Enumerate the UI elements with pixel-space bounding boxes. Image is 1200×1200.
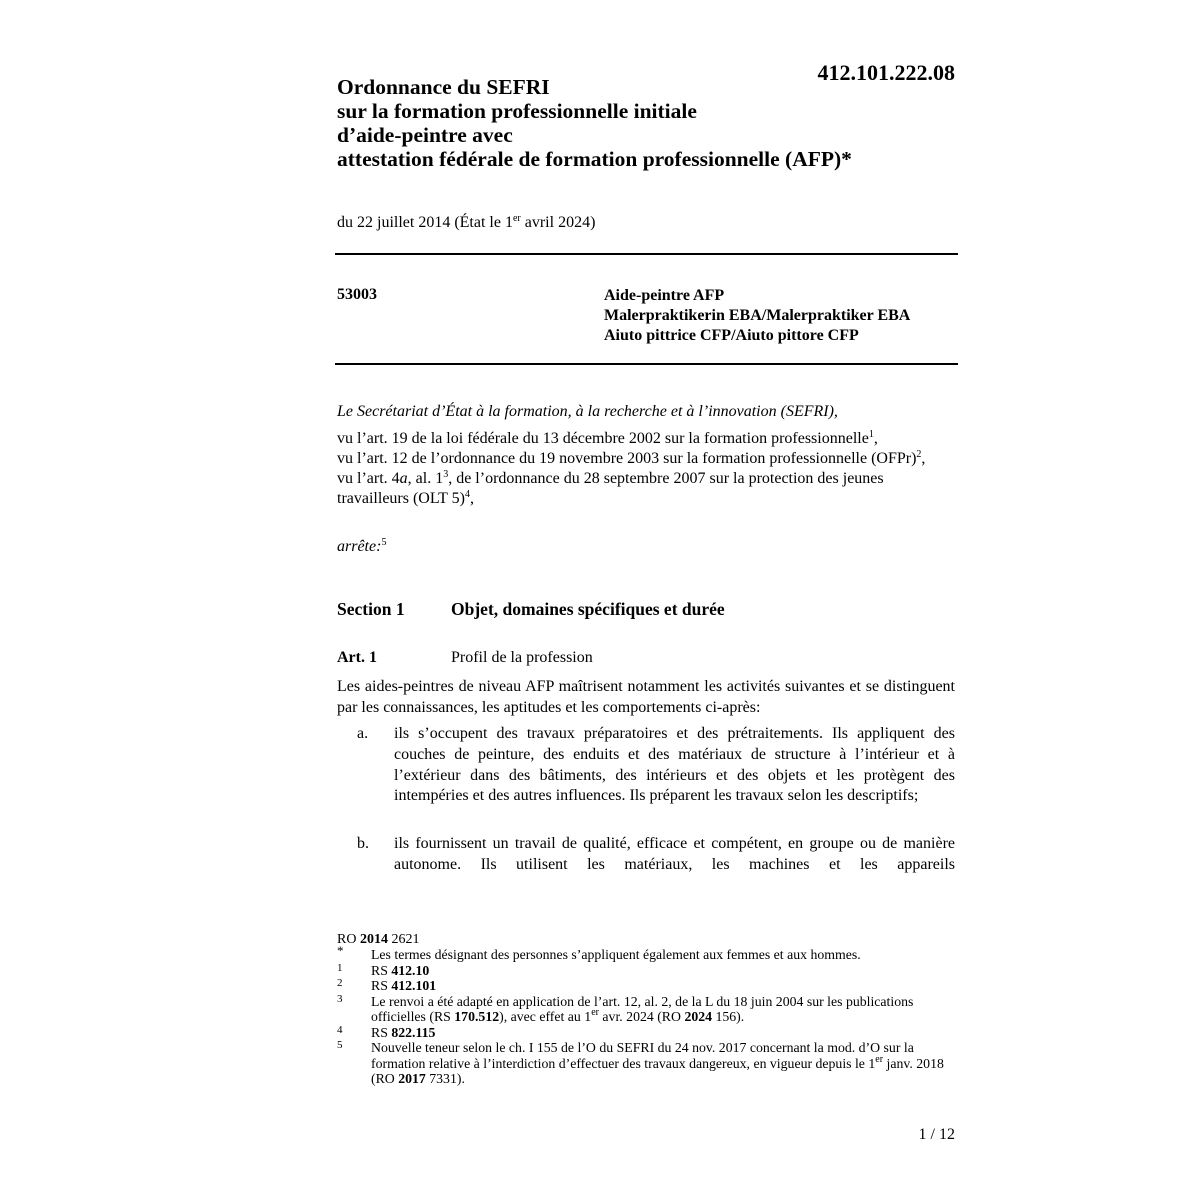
article-label: Art. 1 bbox=[337, 649, 377, 666]
title-line: d’aide-peintre avec bbox=[337, 123, 513, 147]
footnote-ref[interactable]: 4 bbox=[464, 489, 470, 500]
sr-link[interactable]: 412.101 bbox=[391, 978, 437, 993]
ro-link[interactable]: 2024 bbox=[684, 1009, 713, 1024]
profession-name-it: Aiuto pittrice CFP/Aiuto pittore CFP bbox=[604, 327, 859, 344]
legal-basis bbox=[337, 429, 957, 509]
footnote-mark: 3 bbox=[337, 992, 343, 1005]
top-divider bbox=[335, 253, 958, 255]
section-heading bbox=[337, 599, 725, 620]
ordinance-title bbox=[337, 75, 957, 171]
footnotes bbox=[337, 943, 957, 1087]
list-item bbox=[357, 724, 955, 807]
title-line: Ordonnance du SEFRI bbox=[337, 75, 550, 99]
footnote-mark: 1 bbox=[337, 961, 343, 974]
footnote bbox=[337, 943, 957, 963]
footnote-mark: * bbox=[337, 943, 344, 958]
footnote: 2 RS 412.101 bbox=[337, 977, 437, 993]
sr-number: 412.101.222.08 bbox=[817, 60, 955, 85]
bottom-divider bbox=[335, 363, 958, 365]
article-intro: Les aides-peintres de niveau AFP maîtrisent notamment les activités suivantes et se distinguent par les connaissances, les aptitudes et les comportements ci-après: bbox=[337, 678, 955, 716]
title-line: attestation fédérale de formation professionnelle (AFP)* bbox=[337, 147, 852, 171]
article-title: Profil de la profession bbox=[451, 649, 593, 666]
profession-code: 53003 bbox=[337, 286, 377, 303]
legal-basis-2: vu l’art. 12 de l’ordonnance du 19 novembre 2003 sur la formation professionnelle (OFPr)$^2$, bbox=[337, 449, 926, 467]
section-title: Objet, domaines spécifiques et durée bbox=[451, 599, 725, 619]
footnote-text: Les termes désignant des personnes s’appliquent également aux femmes et aux hommes. bbox=[371, 947, 861, 962]
footnote-ref[interactable]: 3 bbox=[443, 469, 449, 480]
decree-line bbox=[337, 537, 957, 557]
issuing-authority: Le Secrétariat d’État à la formation, à la recherche et à l’innovation (SEFRI), bbox=[337, 403, 838, 420]
list-item-text: ils fournissent un travail de qualité, efficace et compétent, en groupe ou de manière autonome. Ils utilisent les matériaux, les machines et les appareils bbox=[394, 835, 955, 873]
article-heading bbox=[337, 649, 593, 667]
ro-link[interactable]: 2017 bbox=[398, 1071, 426, 1086]
footnote: 4 RS 822.115 bbox=[337, 1023, 436, 1040]
sr-link[interactable]: 822.115 bbox=[391, 1024, 436, 1040]
title-line: sur la formation professionnelle initiale bbox=[337, 99, 697, 123]
section-label: Section 1 bbox=[337, 599, 405, 619]
legal-basis-3: vu l’art. 4a, al. $1^3$, de l’ordonnance du 28 septembre 2007 sur la protection des jeunes travailleurs (OLT 5)$^4$, bbox=[337, 469, 884, 507]
profession-names bbox=[604, 286, 910, 346]
footnote: 3 Le renvoi a été adapté en application de l’art. 12, al. 2, de la L du 18 juin 2004 sur les publications officielles (RS 170.512), avec effet au 1er avr. 2024 (RO 2024 156). bbox=[337, 992, 914, 1024]
profession-name-fr: Aide-peintre AFP bbox=[604, 287, 725, 304]
date-superscript: er bbox=[512, 213, 521, 224]
legal-basis-1: vu l’art. 19 de la loi fédérale du 13 décembre 2002 sur la formation professionnelle$^1$, bbox=[337, 429, 878, 447]
sr-link[interactable]: 412.10 bbox=[391, 962, 430, 978]
footnote: 1 RS 412.10 bbox=[337, 961, 430, 978]
footnote: 5 Nouvelle teneur selon le ch. I 155 de l’O du SEFRI du 24 nov. 2017 concernant la mod. d’O sur la formation relative à l’interdiction d’effectuer des travaux dangereux, en vigueur depuis le 1er janv. 2018 (RO 2017 7331). bbox=[337, 1039, 944, 1086]
footnote-ref[interactable]: 1 bbox=[868, 429, 874, 440]
sr-link[interactable]: 170.512 bbox=[454, 1009, 500, 1024]
list-item bbox=[357, 834, 955, 876]
list-item-label: b. bbox=[357, 835, 369, 852]
list-item-text: ils s’occupent des travaux préparatoires et des prétraitements. Ils appliquent des couches de peinture, des enduits et des matériaux de structure à l’intérieur et à l’extérieur dans des bâtiments, des intérieurs et des objets et les protègent des intempéries et des autres influences. Ils préparent les travaux selon les descriptifs; bbox=[394, 725, 955, 805]
footnote-ref[interactable]: 2 bbox=[916, 449, 922, 460]
date-text: du 22 juillet 2014 (État le 1 bbox=[337, 214, 513, 231]
footnote-mark: 4 bbox=[337, 1023, 343, 1036]
footnote-mark: 2 bbox=[337, 977, 343, 989]
page-number: 1 / 12 bbox=[918, 1126, 955, 1143]
list-item-label: a. bbox=[357, 725, 369, 742]
date-text-end: avril 2024) bbox=[520, 214, 596, 231]
footnote-mark: 5 bbox=[337, 1039, 343, 1051]
footnote-ref[interactable]: 5 bbox=[381, 537, 387, 548]
profession-name-de: Malerpraktikerin EBA/Malerpraktiker EBA bbox=[604, 307, 911, 324]
decree-text: arrête: bbox=[337, 538, 382, 555]
official-source: RO 2014 2621 bbox=[337, 932, 420, 947]
ordinance-date bbox=[337, 214, 595, 232]
